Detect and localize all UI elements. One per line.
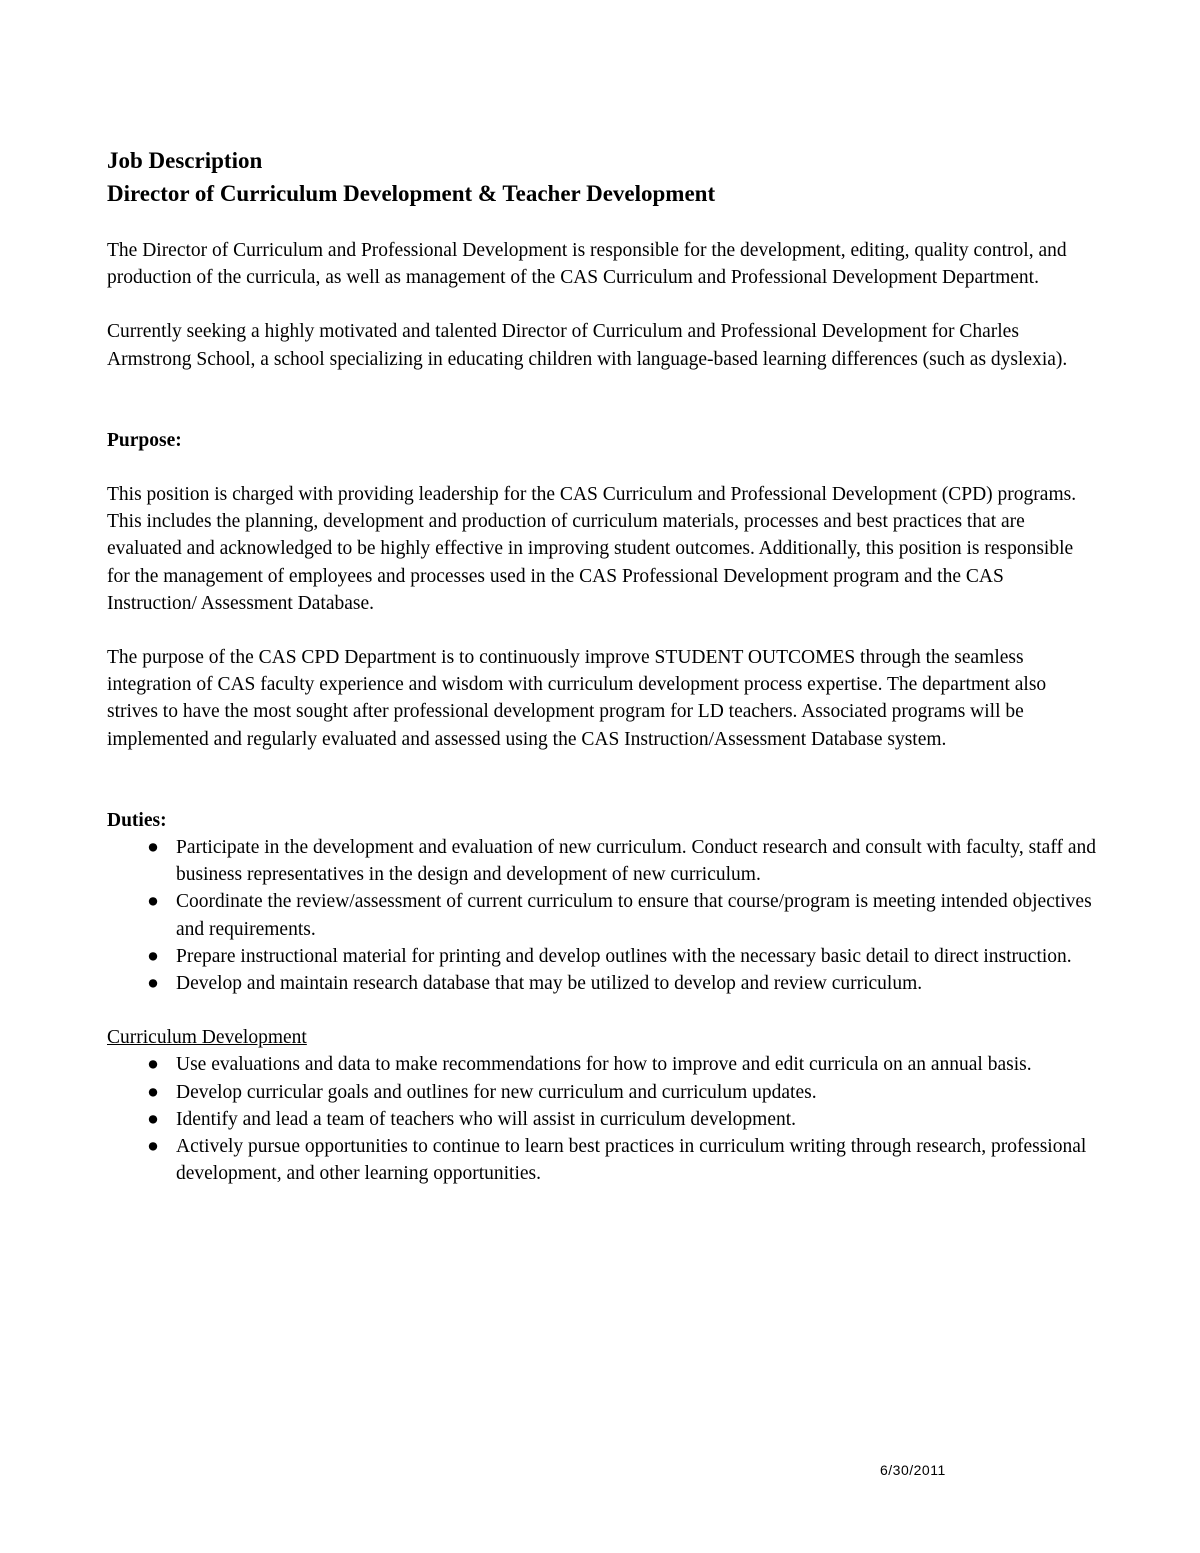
- bullet-icon: ●: [147, 945, 159, 967]
- spacer: [107, 753, 1097, 807]
- spacer: [107, 291, 1097, 318]
- list-item-text: Develop and maintain research database that may be utilized to develop and review curriculum.: [176, 973, 923, 995]
- footer-date: 6/30/2011: [880, 1462, 946, 1478]
- list-item-text: Coordinate the review/assessment of current curriculum to ensure that course/program is meeting intended objectives and requirements.: [176, 891, 1092, 940]
- list-item-text: Actively pursue opportunities to continue to learn best practices in curriculum writing through research, professional development, and other learning opportunities.: [176, 1136, 1087, 1185]
- list-item: [107, 888, 1097, 942]
- list-item-text: Prepare instructional material for printing and develop outlines with the necessary basic detail to direct instruction.: [176, 945, 1072, 967]
- purpose-paragraph: The purpose of the CAS CPD Department is to continuously improve STUDENT OUTCOMES through the seamless integration of CAS faculty experience and wisdom with curriculum development process expertise. The department also strives to have the most sought after professional development program for LD teachers. Associated programs will be implemented and regularly evaluated and assessed using the CAS Instruction/Assessment Database system.: [107, 647, 1047, 750]
- list-item-text: Participate in the development and evaluation of new curriculum. Conduct research and consult with faculty, staff and business representatives in the design and development of new curriculum.: [176, 837, 1096, 886]
- list-item: [107, 1051, 1097, 1078]
- spacer: [107, 210, 1097, 237]
- bullet-icon: ●: [147, 891, 159, 913]
- purpose-paragraph: This position is charged with providing leadership for the CAS Curriculum and Professional Development (CPD) programs. This includes the planning, development and production of curriculum materials, processes and best practices that are evaluated and acknowledged to be highly effective in improving student outcomes. Additionally, this position is responsible for the management of employees and processes used in the CAS Professional Development program and the CAS Instruction/ Assessment Database.: [107, 484, 1077, 614]
- bullet-icon: ●: [147, 973, 159, 995]
- spacer: [107, 373, 1097, 427]
- intro-paragraph: The Director of Curriculum and Professional Development is responsible for the development, editing, quality control, and production of the curricula, as well as management of the CAS Curriculum and Professional Development Department.: [107, 240, 1067, 289]
- bullet-icon: ●: [147, 1108, 159, 1130]
- intro-paragraph: Currently seeking a highly motivated and talented Director of Curriculum and Professional Development for Charles Armstrong School, a school specializing in educating children with language-based learning differences (such as dyslexia).: [107, 321, 1068, 370]
- bullet-icon: ●: [147, 1081, 159, 1103]
- curriculum-development-heading: Curriculum Development: [107, 1027, 307, 1049]
- list-item: [107, 970, 1097, 997]
- bullet-icon: ●: [147, 837, 159, 859]
- bullet-icon: ●: [147, 1054, 159, 1076]
- list-item-text: Use evaluations and data to make recommendations for how to improve and edit curricula on an annual basis.: [176, 1054, 1032, 1076]
- spacer: [107, 454, 1097, 481]
- list-item: [107, 1106, 1097, 1133]
- document-title: Job Description: [107, 148, 263, 173]
- curriculum-development-list: [107, 1051, 1097, 1187]
- list-item-text: Develop curricular goals and outlines for new curriculum and curriculum updates.: [176, 1081, 817, 1103]
- list-item: [107, 834, 1097, 888]
- duties-list: [107, 834, 1097, 997]
- list-item: [107, 1079, 1097, 1106]
- list-item: [107, 1133, 1097, 1187]
- document-subtitle: Director of Curriculum Development & Teacher Development: [107, 181, 716, 206]
- list-item-text: Identify and lead a team of teachers who will assist in curriculum development.: [176, 1108, 797, 1130]
- list-item: [107, 943, 1097, 970]
- spacer: [107, 997, 1097, 1024]
- duties-heading: Duties:: [107, 809, 167, 831]
- purpose-heading: Purpose:: [107, 429, 182, 451]
- bullet-icon: ●: [147, 1136, 159, 1158]
- spacer: [107, 617, 1097, 644]
- document-body: [107, 144, 1097, 1187]
- title-block: [107, 144, 1097, 210]
